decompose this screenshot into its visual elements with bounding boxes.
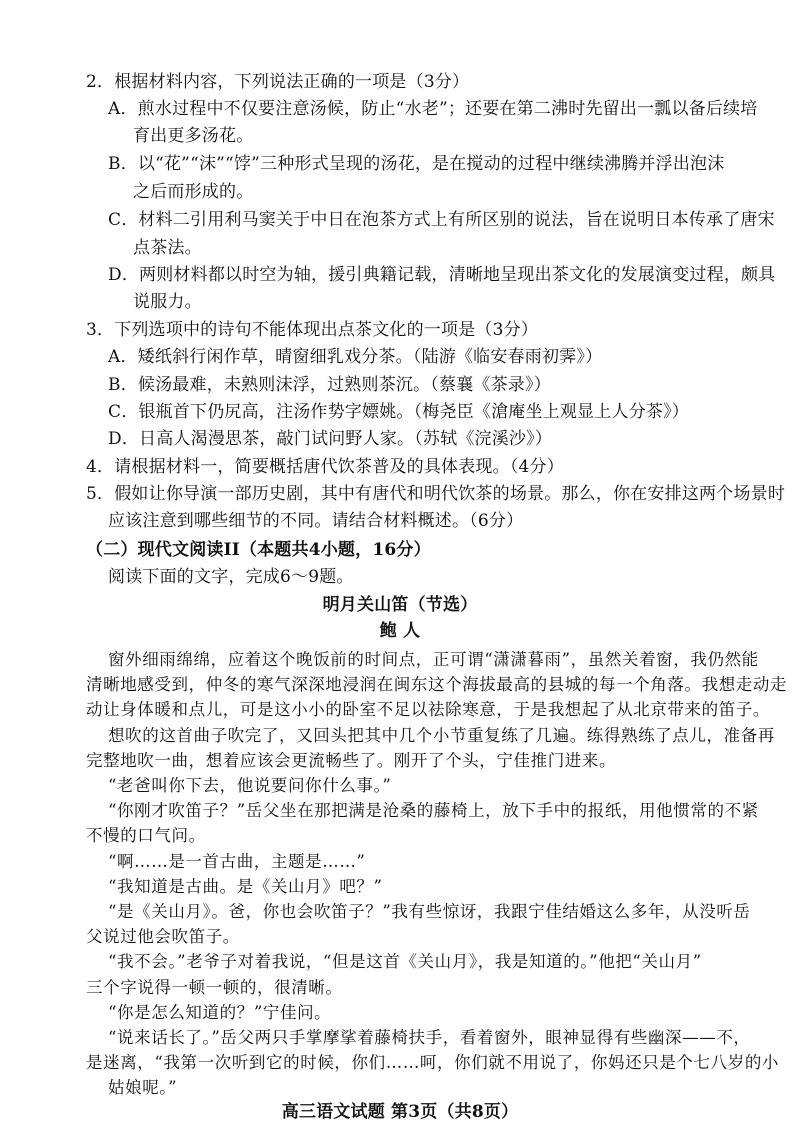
question-2-stem: 2．根据材料内容，下列说法正确的一项是（3分） — [86, 72, 470, 92]
article-line: “你刚才吹笛子？”岳父坐在那把满是沧桑的藤椅上，放下手中的报纸，用他惯常的不紧 — [108, 801, 759, 821]
question-2-option-b: B．以“花”“沫”“饽”三种形式呈现的汤花，是在搅动的过程中继续沸腾并浮出泡沫 — [108, 154, 725, 174]
article-line: “我不会。”老爷子对着我说，“但是这首《关山月》，我是知道的。”他把“关山月” — [108, 952, 702, 972]
article-line: 不慢的口气问。 — [86, 826, 206, 846]
question-5-stem-cont: 应该注意到哪些细节的不同。请结合材料概述。（6分） — [108, 511, 524, 531]
question-5-stem: 5．假如让你导演一部历史剧，其中有唐代和明代饮茶的场景。那么，你在安排这两个场景时 — [86, 484, 786, 504]
question-3-option-a: A．矮纸斜行闲作草，晴窗细乳戏分茶。（陆游《临安春雨初霁》） — [108, 347, 603, 367]
article-author: 鲍 人 — [379, 621, 421, 641]
question-2-option-a: A．煎水过程中不仅要注意汤候，防止“水老”；还要在第二沸时先留出一瓢以备后续培 — [108, 99, 758, 119]
article-line: 窗外细雨绵绵，应着这个晚饭前的时间点，正可谓“潇潇暮雨”，虽然关着窗，我仍然能 — [108, 650, 759, 669]
question-3-option-c: C．银瓶首下仍尻高，注汤作势字嫖姚。（梅尧臣《滄庵坐上观显上人分茶》） — [108, 402, 690, 422]
section-heading: （二）现代文阅读II（本题共4小题，16分） — [86, 540, 431, 560]
question-2-option-d: D．两则材料都以时空为轴，援引典籍记载，清晰地呈现出茶文化的发展演变过程，颇具 — [108, 265, 776, 285]
question-2-option-c-cont: 点茶法。 — [133, 238, 202, 258]
question-2-option-a-cont: 育出更多汤花。 — [133, 126, 254, 146]
article-line: 是迷离，“我第一次听到它的时候，你们……呵，你们就不用说了，你妈还只是个七八岁的小 — [86, 1053, 780, 1073]
question-3-stem: 3．下列选项中的诗句不能体现出点茶文化的一项是（3分） — [86, 320, 539, 340]
question-2-option-b-cont: 之后而形成的。 — [133, 182, 254, 202]
article-line: “是《关山月》。爸，你也会吹笛子？”我有些惊讶，我跟宁佳结婚这么多年，从没听岳 — [108, 902, 751, 921]
article-line: 动让身体暖和点儿，可是这小小的卧室不足以祛除寒意，于是我想起了从北京带来的笛子。 — [86, 700, 770, 720]
article-line: “我知道是古曲。是《关山月》吧？” — [108, 876, 383, 896]
question-3-option-d: D．日高人渴漫思茶，敲门试问野人家。（苏轼《浣溪沙》） — [108, 429, 553, 449]
article-line: 完整地吹一曲，想着应该会更流畅些了。刚开了个头，宁佳推门进来。 — [86, 750, 617, 770]
article-line: 想吹的这首曲子吹完了，又回头把其中几个小节重复练了几遍。练得熟练了点儿，准备再 — [108, 725, 775, 745]
article-title: 明月关山笛（节选） — [322, 595, 478, 615]
article-line: 姑娘呢。” — [108, 1078, 178, 1098]
section-instruction: 阅读下面的文字，完成6～9题。 — [108, 567, 354, 587]
article-line: 三个字说得一顿一顿的，很清晰。 — [86, 977, 343, 997]
article-line: “你是怎么知道的？”宁佳问。 — [108, 1002, 332, 1022]
article-line: “啊……是一首古曲，主题是……” — [108, 851, 366, 871]
question-4-stem: 4．请根据材料一，简要概括唐代饮茶普及的具体表现。（4分） — [86, 457, 564, 477]
article-line: 父说过他会吹笛子。 — [86, 927, 240, 947]
question-2-option-d-cont: 说服力。 — [133, 292, 202, 312]
question-2-option-c: C．材料二引用利马窦关于中日在泡茶方式上有所区别的说法，旨在说明日本传承了唐宋 — [108, 210, 775, 230]
article-line: “老爸叫你下去，他说要问你什么事。” — [108, 776, 392, 795]
article-line: 清晰地感受到，仲冬的寒气深深地浸润在闽东这个海拔最高的县城的每一个角落。我想走动走 — [86, 675, 788, 695]
page-footer: 高三语文试题 第3页（共8页） — [281, 1102, 519, 1122]
article-line: “说来话长了。”岳父两只手掌摩挲着藤椅扶手，看着窗外，眼神显得有些幽深——不， — [108, 1028, 751, 1047]
question-3-option-b: B．候汤最难，未熟则沫浮，过熟则茶沉。（蔡襄《茶录》） — [108, 375, 551, 395]
